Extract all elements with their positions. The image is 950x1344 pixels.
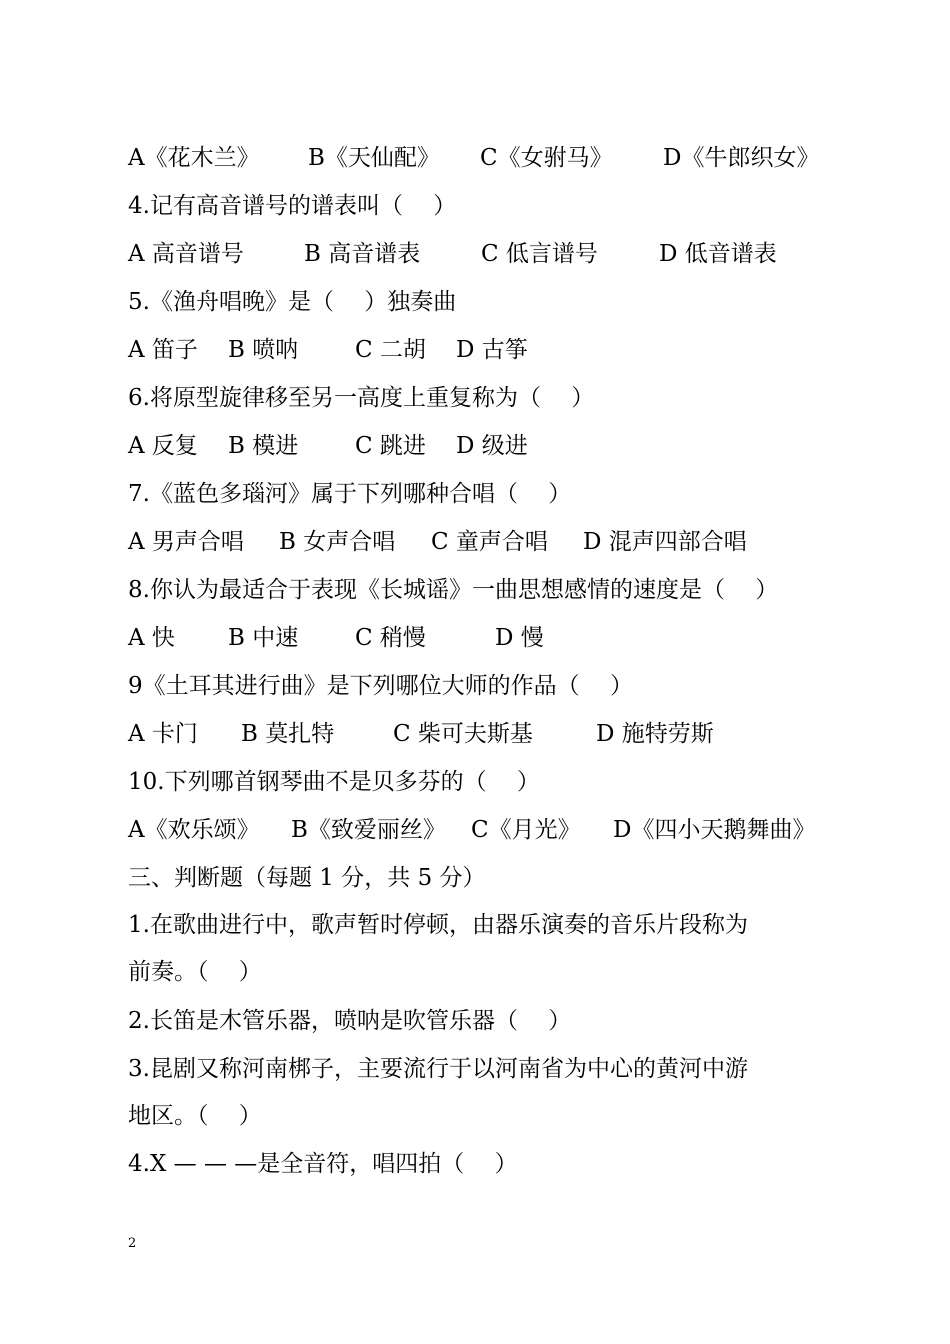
q10-option-c: C《月光》 [471,817,581,843]
q10-options [128,810,816,850]
q7-question: 7.《蓝色多瑙河》属于下列哪种合唱（ ） [128,481,572,507]
judge-item-2: 2.长笛是木管乐器，喷呐是吹管乐器（ ） [128,1008,572,1034]
q7-option-c: C 童声合唱 [431,529,548,555]
q9-option-c: C 柴可夫斯基 [393,721,533,747]
q5-option-c: C 二胡 [355,337,426,363]
q6-option-a: A 反复 [128,433,198,459]
q5-option-a: A 笛子 [128,337,198,363]
q5-question: 5.《渔舟唱晚》是（ ）独奏曲 [128,289,457,315]
q7-option-b: B 女声合唱 [279,529,396,555]
q4-question: 4.记有高音谱号的谱表叫（ ） [128,193,457,219]
q10-option-d: D《四小天鹅舞曲》 [613,817,816,843]
q5-option-b: B 喷呐 [228,337,299,363]
q5-options [128,330,528,370]
q10-option-b: B《致爱丽丝》 [291,817,446,843]
q8-option-b: B 中速 [228,625,299,651]
judge-item-3-line2: 地区。（ ） [128,1103,262,1129]
q3-option-b: B《天仙配》 [308,145,440,171]
q9-option-b: B 莫扎特 [241,721,335,747]
q9-option-a: A 卡门 [128,721,198,747]
judge-item-4: 4.X — — —是全音符，唱四拍（ ） [128,1151,518,1177]
q8-question: 8.你认为最适合于表现《长城谣》一曲思想感情的速度是（ ） [128,577,779,603]
q10-question: 10.下列哪首钢琴曲不是贝多芬的（ ） [128,769,540,795]
q8-options [128,618,544,658]
q6-option-d: D 级进 [456,433,528,459]
q6-options [128,426,528,466]
judge-item-1-line2: 前奏。（ ） [128,959,262,985]
q4-option-a: A 高音谱号 [128,241,244,267]
q4-option-d: D 低音谱表 [659,241,777,267]
q5-option-d: D 古筝 [456,337,528,363]
q4-option-b: B 高音谱表 [304,241,421,267]
q9-option-d: D 施特劳斯 [596,721,714,747]
q8-option-a: A 快 [128,625,175,651]
judge-item-3-line1: 3.昆剧又称河南梆子，主要流行于以河南省为中心的黄河中游 [128,1056,748,1082]
q3-options [128,138,820,178]
section3-heading: 三、判断题（每题 1 分，共 5 分） [128,865,486,891]
q3-option-c: C《女驸马》 [480,145,613,171]
q8-option-c: C 稍慢 [355,625,426,651]
q7-option-d: D 混声四部合唱 [583,529,747,555]
q6-option-b: B 模进 [228,433,299,459]
q7-options [128,522,747,562]
q8-option-d: D 慢 [495,625,544,651]
q3-option-d: D《牛郎织女》 [663,145,820,171]
q6-option-c: C 跳进 [355,433,426,459]
q4-options [128,234,777,274]
q3-option-a: A《花木兰》 [128,145,260,171]
judge-item-1-line1: 1.在歌曲进行中，歌声暂时停顿，由器乐演奏的音乐片段称为 [128,912,748,938]
q7-option-a: A 男声合唱 [128,529,244,555]
q4-option-c: C 低言谱号 [481,241,598,267]
page-number: 2 [128,1236,137,1251]
q9-question: 9《土耳其进行曲》是下列哪位大师的作品（ ） [128,673,633,699]
q9-options [128,714,714,754]
q6-question: 6.将原型旋律移至另一高度上重复称为（ ） [128,385,595,411]
q10-option-a: A《欢乐颂》 [128,817,260,843]
